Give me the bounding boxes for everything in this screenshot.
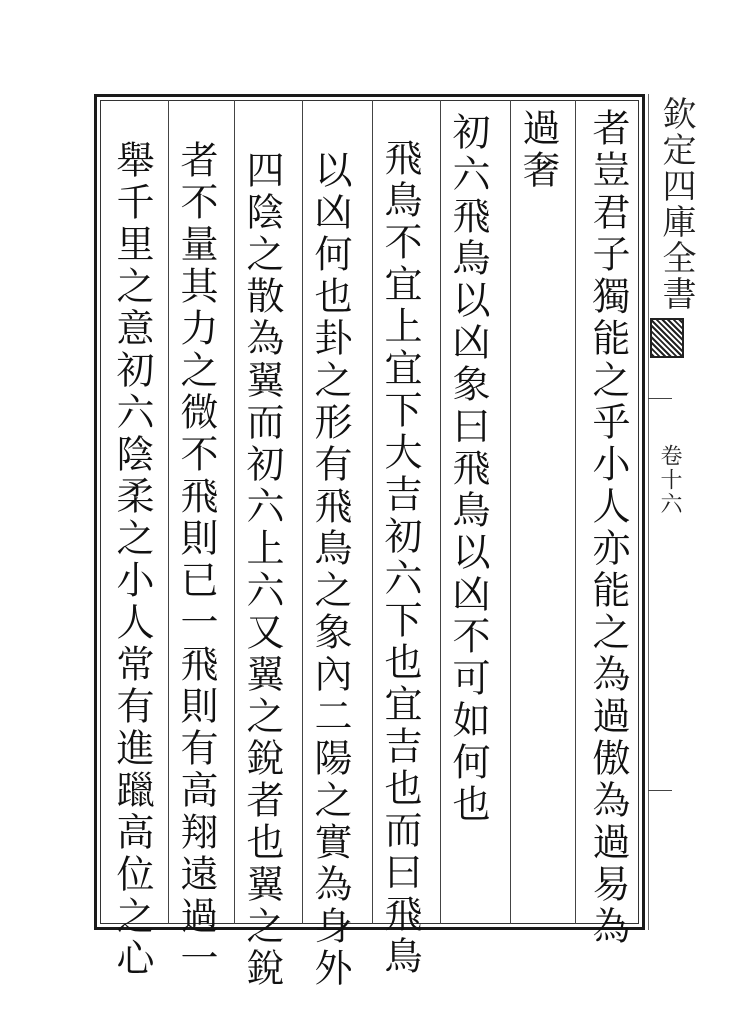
- seal-icon: [650, 318, 684, 358]
- text-column-7: 者不量其力之微不飛則已一飛則有高翔遠過一: [174, 140, 218, 980]
- text-column-2: 過奢: [516, 108, 560, 192]
- column-rule: [234, 100, 235, 924]
- collection-title: 欽定四庫全書: [656, 96, 696, 312]
- text-column-8: 舉千里之意初六陰柔之小人常有進躐高位之心: [110, 140, 154, 980]
- column-rule: [302, 100, 303, 924]
- text-column-1: 者豈君子獨能之乎小人亦能之為過傲為過易為: [586, 108, 630, 948]
- margin-rule: [648, 94, 649, 930]
- column-rule: [440, 100, 441, 924]
- column-rule: [372, 100, 373, 924]
- volume-label: 卷十六: [657, 444, 682, 516]
- column-rule: [510, 100, 511, 924]
- margin-tick: [648, 398, 672, 399]
- text-column-5: 以凶何也卦之形有飛鳥之象內二陽之實為身外: [308, 150, 352, 990]
- text-column-3: 初六飛鳥以凶象曰飛鳥以凶不可如何也: [446, 112, 490, 826]
- text-column-4: 飛鳥不宜上宜下大吉初六下也宜吉也而曰飛鳥: [378, 138, 422, 978]
- column-rule: [168, 100, 169, 924]
- margin-tick: [648, 790, 672, 791]
- text-column-6: 四陰之散為翼而初六上六又翼之銳者也翼之銳: [240, 150, 284, 990]
- column-rule: [575, 100, 576, 924]
